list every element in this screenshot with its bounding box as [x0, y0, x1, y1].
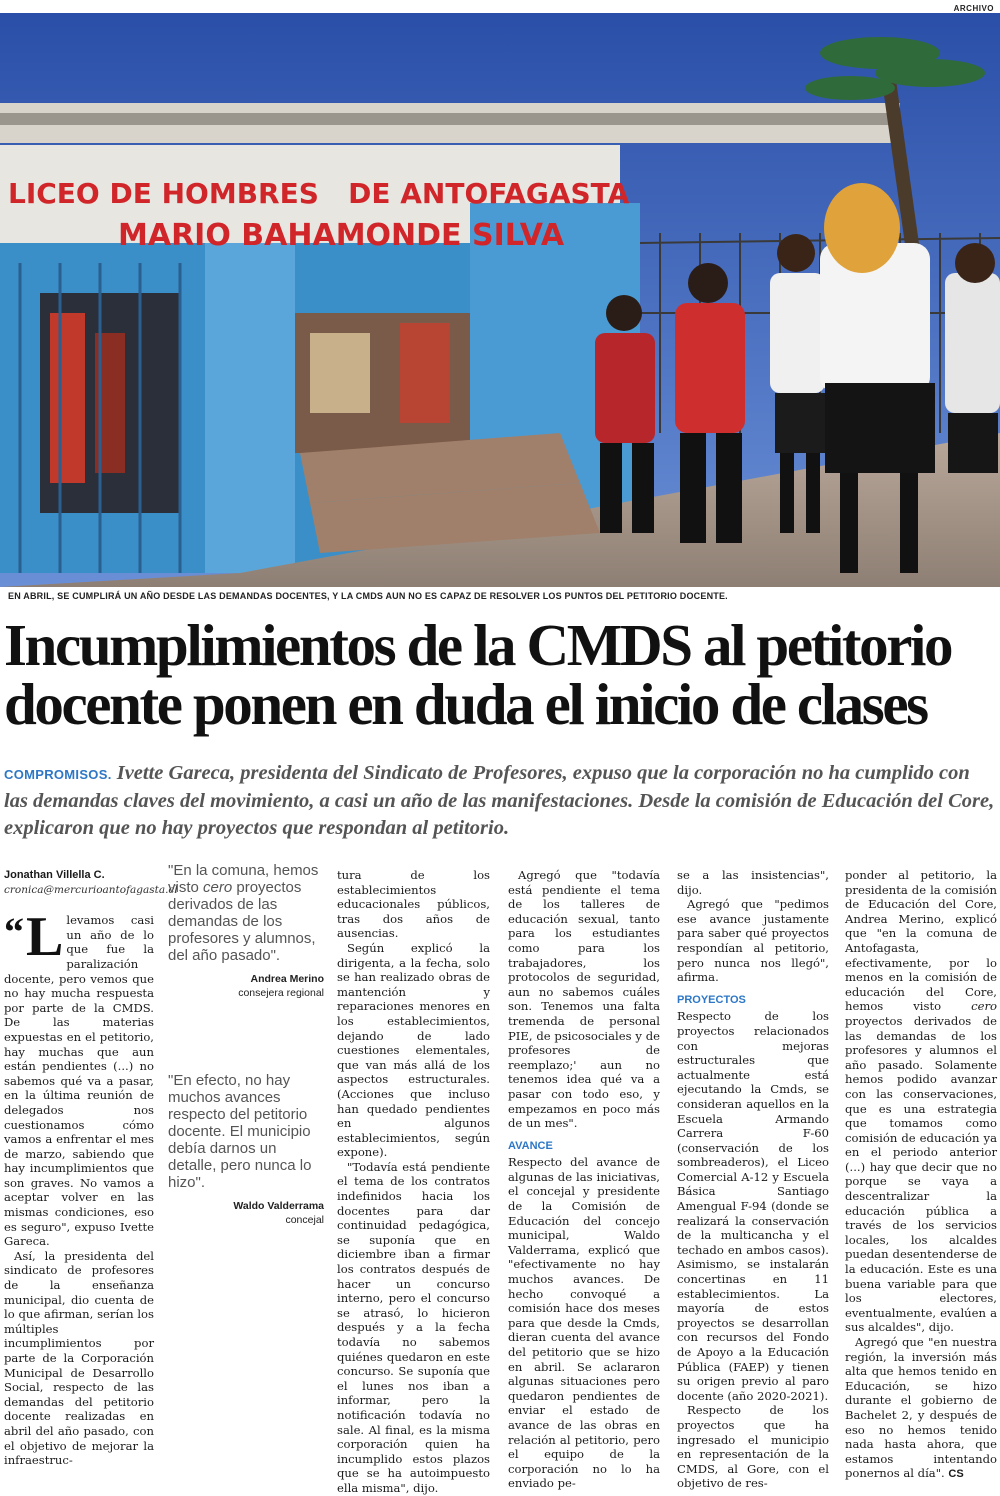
deck-text: Ivette Gareca, presidenta del Sindicato de Profesores, expuso que la corporación no ha cumplido con las demandas claves del movimiento, a casi un año de las manifestaciones. Desde la comisión de Educación del Core, explicaron que no hay proyectos que respondan al petitorio.: [4, 762, 995, 839]
pq1-name: Andrea Merino: [250, 973, 324, 985]
col5-paragraph-1: [845, 868, 997, 1335]
deck: [4, 760, 996, 842]
pq1-role: consejera regional: [238, 987, 324, 999]
column-1: [4, 868, 178, 1468]
column-5: [845, 868, 997, 1482]
col1-paragraph-2: Así, la presidenta del sindicato de profesores de la enseñanza municipal, dio cuenta de lo que afirman, serían los múltiples incumplimientos por parte de la Corporación Municipal de Desarrollo Social, respecto de las demandas del petitorio docente realizadas en abril del año pasado, con el objetivo de mejorar la infraestruc-: [4, 1248, 154, 1468]
pq2-name: Waldo Valderrama: [233, 1200, 324, 1212]
headline-line1: Incumplimientos de la CMDS al petitorio: [4, 612, 952, 678]
col2-paragraph-1: tura de los establecimientos educacionales públicos, tras dos años de ausencias.: [337, 868, 490, 941]
pullquote-1-text: [168, 862, 324, 964]
pullquote-1: [168, 862, 324, 1000]
pq2-role: concejal: [285, 1214, 324, 1226]
pullquote-1-attribution: [168, 972, 324, 1000]
col4-paragraph-4: Respecto de los proyectos que ha ingresado el municipio en representación de la CMDS, al Gore, con el objetivo de res-: [677, 1403, 829, 1491]
subhead-avance: AVANCE: [508, 1139, 553, 1152]
quote-mark-icon: “: [4, 909, 24, 955]
col2-paragraph-3: "Todavía está pendiente el tema de los contratos indefinidos hacia los docentes para dar continuidad pedagógica, se suponía que en diciembre iban a firmar los contratos después de hacer un concurso interno, pero el concurso se atrasó, lo hicieron después y a la fecha todavía no sabemos quiénes quedaron en este concurso. Se suponía que el lunes nos iban a informar, pero la notificación todavía no sale. Al final, es la misma corporación quien ha incumplido estos plazos que se ha autoimpuesto ella misma", dijo.: [337, 1159, 490, 1495]
drop-cap: L: [26, 906, 64, 969]
col5-paragraph-2: [845, 1335, 997, 1482]
col1-paragraph-1: [4, 906, 154, 1249]
col4-paragraph-1: se a las insistencias", dijo.: [677, 868, 829, 897]
column-2: [337, 868, 490, 1496]
school-sign-line1: LICEO DE HOMBRES DE ANTOFAGASTA: [8, 177, 630, 210]
headline-line2: docente ponen en duda el inicio de clases: [4, 671, 927, 737]
photo-credit: ARCHIVO: [953, 4, 994, 13]
byline-email: cronica@mercurioantofagasta.cl: [4, 883, 178, 896]
photo-caption: EN ABRIL, SE CUMPLIRÁ UN AÑO DESDE LAS DEMANDAS DOCENTES, Y LA CMDS AUN NO ES CAPAZ DE RESOLVER LOS PUNTOS DEL PETITORIO DOCENTE.: [8, 591, 728, 601]
col5-p1-after: proyectos derivados de las demandas de los profesores y alumnos el año pasado. Solamente hemos podido avanzar con las conservaciones, que es una estrategia que tomamos como comisión de educación ya en el periodo anterior (...) hay que decir que no porque se vaya a descentralizar la educación pública a través de los servicios locales, los alcaldes puedan desentenderse de la educación. Este es una buena variable para que los electores, eventualmente, evalúen a sus alcaldes", dijo.: [845, 1013, 997, 1335]
col1-p1-text: levamos casi un año de lo que fue la paralización docente, pero vemos que no hay mucha respuesta por parte de la CMDS. De las materias expuestas en el petitorio, hay muchas que aun están pendientes (...) no sabemos qué va a pasar, en la última reunión de delegados nos cuestionamos cómo vamos a enfrentar el mes de marzo, sabiendo que hay incumplimientos que son graves. No vamos a aceptar volver en las mismas condiciones, eso es seguro", expuso Ivette Gareca.: [4, 913, 154, 1249]
headline: [4, 612, 999, 737]
subhead-proyectos: PROYECTOS: [677, 993, 746, 1006]
deck-kicker: COMPROMISOS.: [4, 767, 112, 782]
column-4: [677, 868, 829, 1491]
pq1-before: "En la comuna, hemos visto: [168, 862, 319, 896]
col2-paragraph-2: Según explicó la dirigenta, a la fecha, solo se han realizado obras de mantención y reparaciones menores en los establecimientos, dejando de lado cuestiones elementales, que van más allá de los aspectos estructurales. (Acciones que incluso han quedado pendientes en algunos establecimientos, según expone).: [337, 940, 490, 1160]
article-photo: [0, 13, 1000, 587]
col4-paragraph-2: Agregó que "pedimos ese avance justamente para saber qué proyectos respondían al petitorio, pero nunca nos llegó", afirma.: [677, 897, 829, 985]
col5-p1-before: ponder al petitorio, la presidenta de la comisión de Educación del Core, Andrea Merino, explicó que "en la comuna de Antofagasta, efectivamente, por lo menos en la comisión de educación del Core, hemos visto: [845, 868, 997, 1014]
column-3: [508, 868, 660, 1491]
pq1-after: proyectos derivados de las demandas de los profesores y alumnos, del año pasado".: [168, 879, 316, 964]
col5-p1-emph: cero: [971, 999, 997, 1014]
byline-author: Jonathan Villella C.: [4, 869, 105, 881]
pq1-emph: cero: [203, 879, 233, 896]
col5-p2-text: Agregó que "en nuestra región, la inversión más alta que hemos tenido en Educación, se hizo durante el gobierno de Bachelet 2, y después de eso no hemos tenido nada hasta ahora, que estamos intentando ponernos al día".: [845, 1335, 997, 1481]
col3-paragraph-1: Agregó que "todavía está pendiente el tema de los talleres de educación sexual, tanto para los estudiantes como para los trabajadores, los protocolos de seguridad, aun no sabemos cuáles son. Tenemos una falta tremenda de personal PIE, de psicosociales y de profesores de reemplazo;' aun no tenemos idea qué va a pasar con todo eso, y empezamos en poco más de un mes".: [508, 868, 660, 1131]
col4-paragraph-3: Respecto de los proyectos relacionados con mejoras estructurales que actualmente está ejecutando la Cmds, se consideran aquellos en la Escuela Armando Carrera F-60 (conservación de los sombreaderos), el Liceo Comercial A-12 y Escuela Básica Santiago Amengual F-94 (donde se realizará la conservación de la multicancha y el techado en ambos casos). Asimismo, se instalarán concertinas en 11 establecimientos. La mayoría de estos proyectos se desarrollan con recursos del Fondo de Apoyo a la Educación Pública (FAEP) y tienen su origen previo al paro docente (año 2020-2021).: [677, 1009, 829, 1403]
col3-paragraph-2: Respecto del avance de algunas de las iniciativas, el concejal y presidente de la Comisión de Educación del concejo municipal, Waldo Valderrama, explicó que "efectivamente no hay muchos avances. De hecho convoqué a comisión hace dos meses para que desde la Cmds, dieran cuenta del avance del petitorio que se hizo en abril. Se aclararon algunas situaciones pero quedaron pendientes de enviar el estado de avance de las obras en relación al petitorio, pero el equipo de la corporación no lo ha enviado pe-: [508, 1155, 660, 1491]
school-sign-line2: MARIO BAHAMONDE SILVA: [118, 218, 565, 253]
pullquote-2-attribution: [168, 1199, 324, 1227]
end-mark-icon: CS: [948, 1468, 964, 1481]
pullquote-2-text: "En efecto, no hay muchos avances respecto del petitorio docente. El municipio debía darnos un detalle, pero nunca lo hizo".: [168, 1072, 312, 1191]
pullquote-2: [168, 1072, 324, 1227]
